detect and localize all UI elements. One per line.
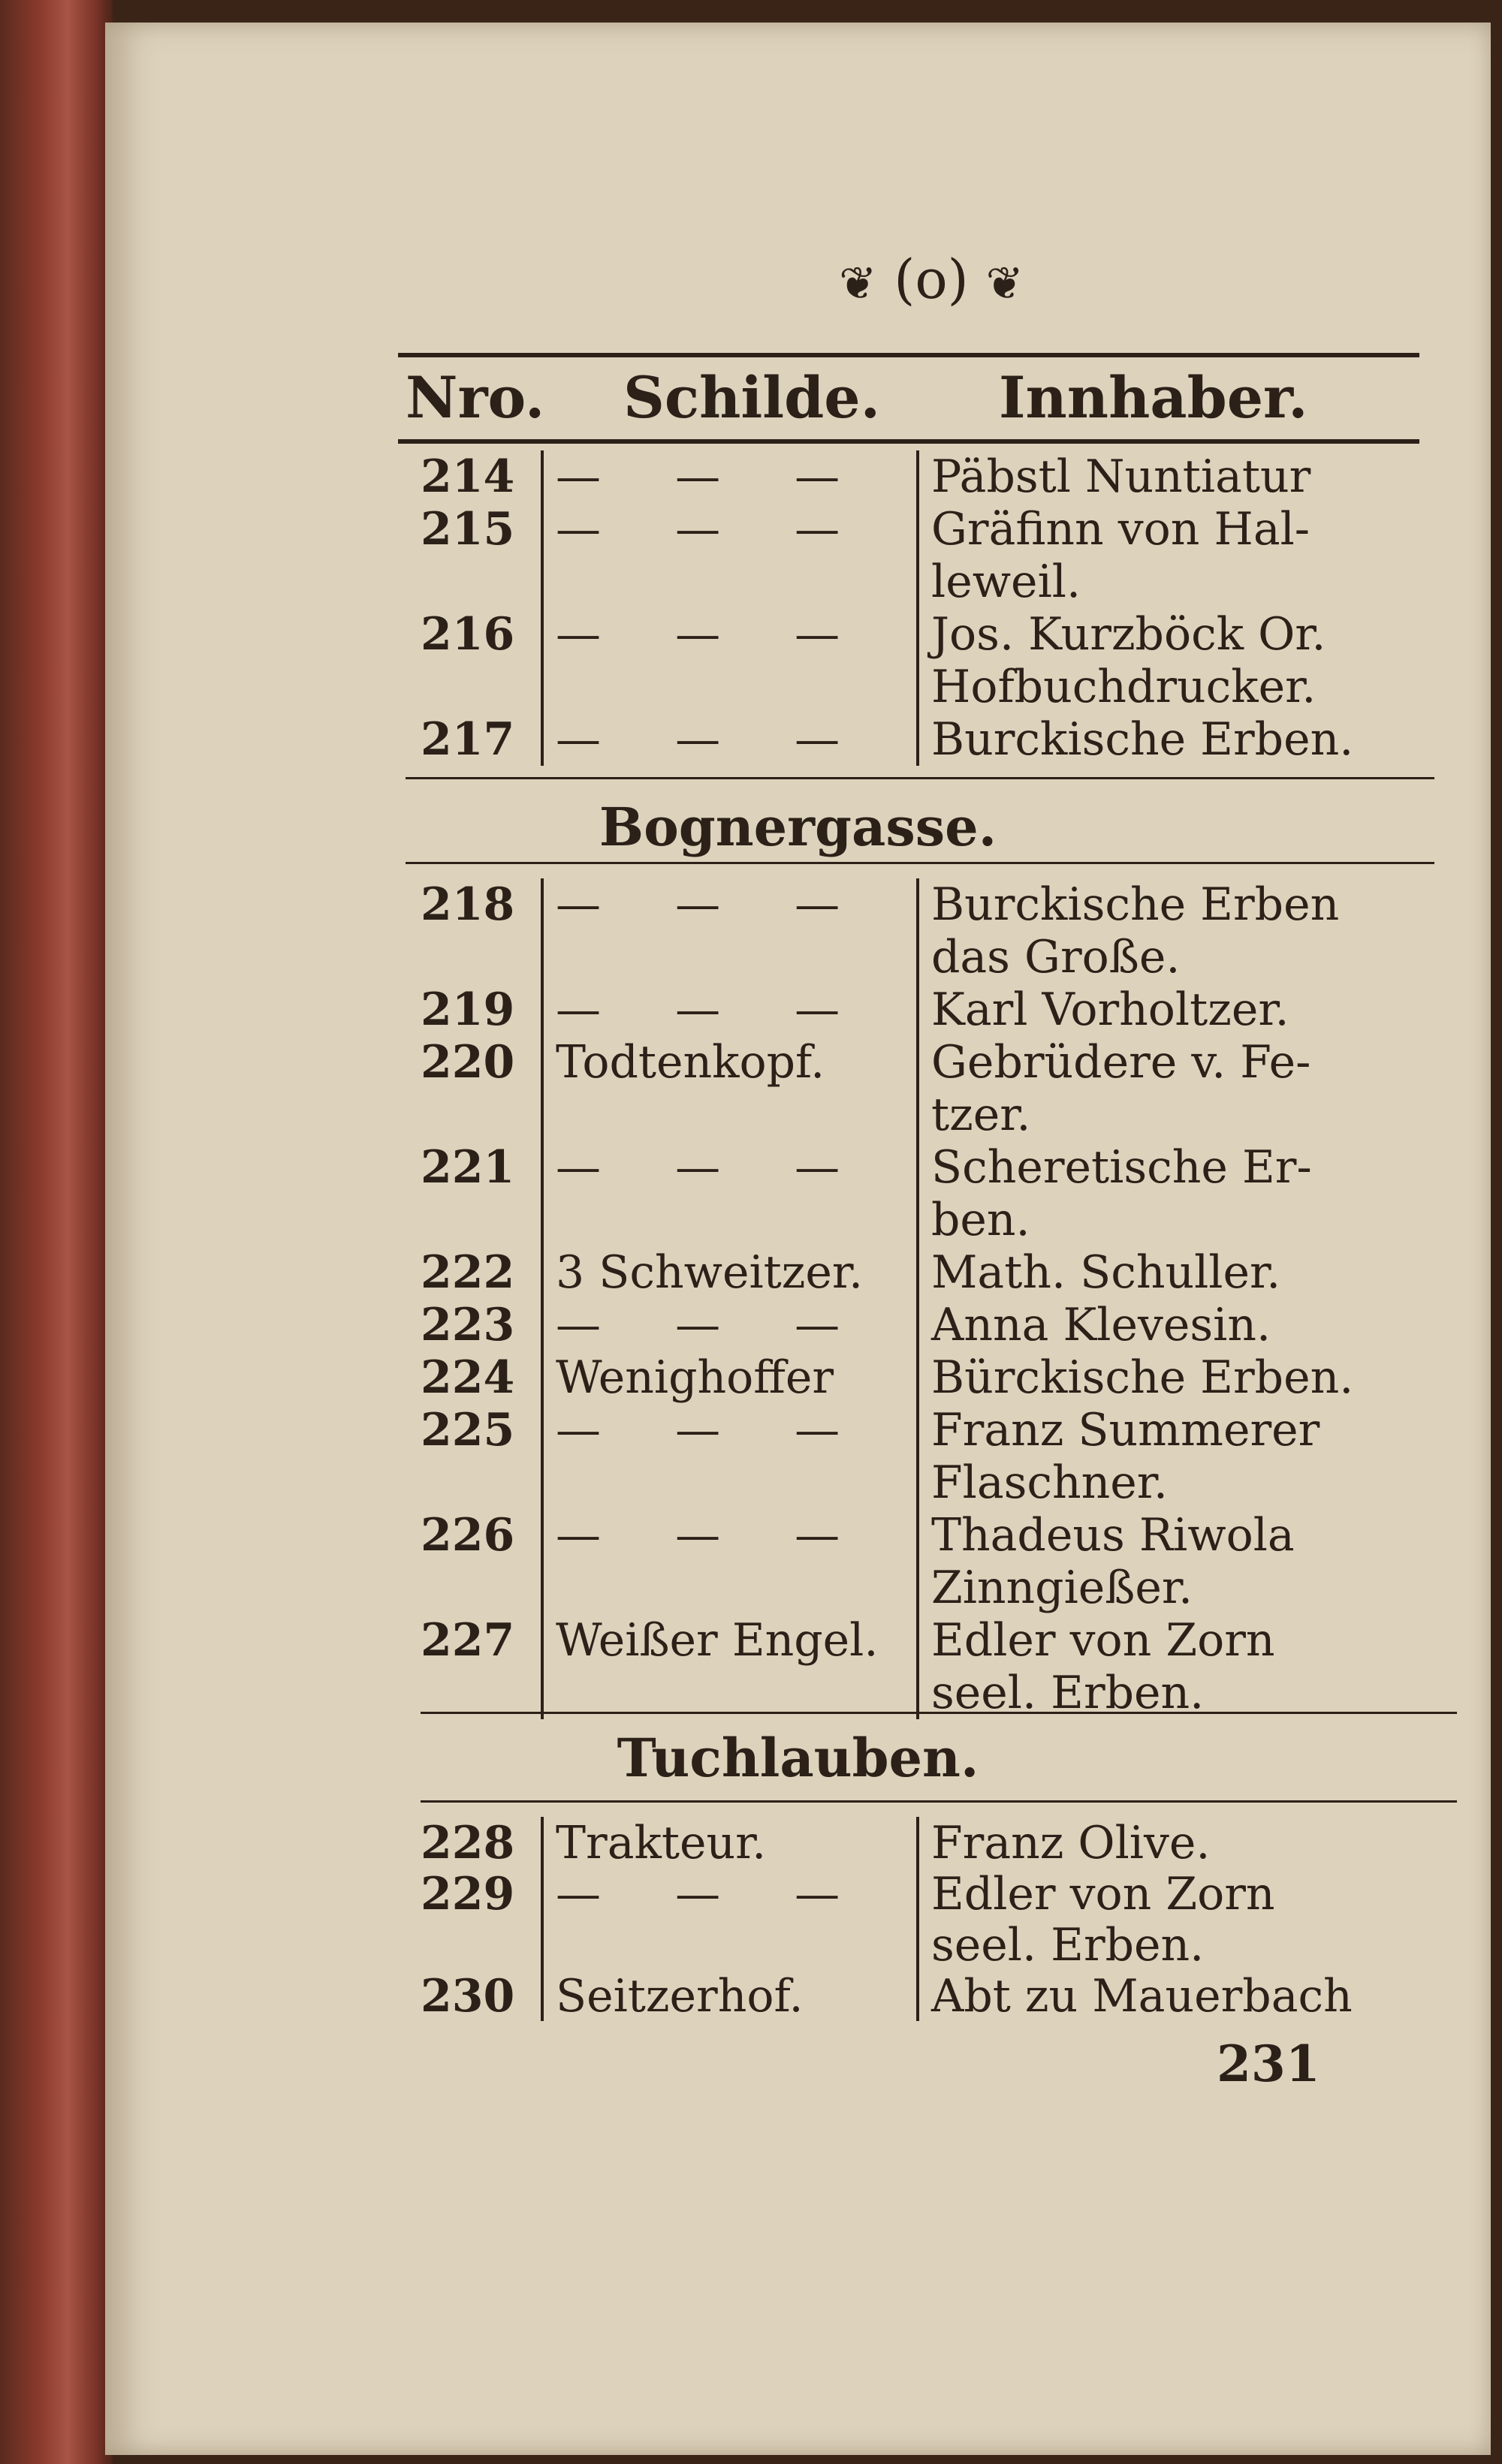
table-row	[105, 713, 1491, 766]
column-separator-right	[916, 1817, 919, 2021]
table-row	[105, 1509, 1491, 1614]
section-rule-4	[421, 1800, 1457, 1803]
table-row	[105, 878, 1491, 983]
section-rule-1	[406, 777, 1434, 779]
row-owner-line: Burckische Erben.	[931, 713, 1354, 766]
table-row	[105, 1614, 1491, 1719]
table-row	[105, 503, 1491, 608]
row-sign: Weißer Engel.	[556, 1614, 879, 1667]
header-marker: (o)	[894, 248, 969, 311]
row-owner-line: Gebrüdere v. Fe-	[931, 1036, 1311, 1089]
row-number: 218	[421, 878, 515, 931]
row-owner-line: Anna Klevesin.	[931, 1299, 1271, 1351]
row-sign: — — —	[556, 1868, 870, 1920]
row-number: 228	[421, 1817, 515, 1869]
row-owner-line: Franz Olive.	[931, 1817, 1211, 1869]
catchword: 231	[1217, 2035, 1320, 2093]
row-sign: — — —	[556, 1509, 870, 1562]
column-separator-left	[541, 878, 544, 1719]
row-number: 229	[421, 1868, 515, 1920]
column-header-owner: Innhaber.	[999, 364, 1308, 431]
header-rule	[398, 439, 1419, 444]
book-edge	[0, 0, 113, 2464]
row-number: 227	[421, 1614, 515, 1667]
row-number: 224	[421, 1351, 515, 1404]
row-number: 216	[421, 608, 515, 661]
row-owner-line: Hofbuchdrucker.	[931, 661, 1317, 713]
row-number: 226	[421, 1509, 515, 1562]
row-owner-line: Päbstl Nuntiatur	[931, 450, 1311, 503]
column-separator-left	[541, 1817, 544, 2021]
column-header-sign: Schilde.	[623, 364, 881, 431]
row-number: 225	[421, 1404, 515, 1456]
table-row	[105, 983, 1491, 1036]
row-sign: — — —	[556, 608, 870, 661]
row-owner-line: tzer.	[931, 1089, 1031, 1141]
row-number: 214	[421, 450, 515, 503]
row-sign: Trakteur.	[556, 1817, 767, 1869]
row-owner-line: leweil.	[931, 556, 1081, 608]
row-sign: Todtenkopf.	[556, 1036, 825, 1089]
row-number: 223	[421, 1299, 515, 1351]
table-row	[105, 608, 1491, 713]
row-owner-line: seel. Erben.	[931, 1667, 1205, 1719]
section-title-bognergasse: Bognergasse.	[599, 796, 997, 858]
row-owner-line: Jos. Kurzböck Or.	[931, 608, 1326, 661]
row-owner-line: Scheretische Er-	[931, 1141, 1312, 1194]
column-separator-right	[916, 878, 919, 1719]
row-number: 219	[421, 983, 515, 1036]
row-sign: — — —	[556, 1141, 870, 1194]
row-owner-line: Karl Vorholtzer.	[931, 983, 1289, 1036]
row-owner-line: das Große.	[931, 931, 1181, 983]
row-sign: — — —	[556, 503, 870, 556]
row-owner-line: Gräfinn von Hal-	[931, 503, 1310, 556]
section-title-tuchlauben: Tuchlauben.	[617, 1727, 979, 1789]
row-owner-line: Burckische Erben	[931, 878, 1340, 931]
column-separator-left	[541, 450, 544, 766]
row-sign: 3 Schweitzer.	[556, 1246, 864, 1299]
row-sign: — — —	[556, 713, 870, 766]
row-owner-line: seel. Erben.	[931, 1919, 1205, 1972]
top-rule	[398, 353, 1419, 357]
table-row	[105, 1868, 1491, 1972]
page	[105, 23, 1491, 2455]
table-row	[105, 450, 1491, 503]
table-row	[105, 1970, 1491, 2023]
row-owner-line: Zinngießer.	[931, 1562, 1193, 1614]
table-row	[105, 1817, 1491, 1869]
row-number: 222	[421, 1246, 515, 1299]
row-sign: — — —	[556, 1404, 870, 1456]
page-header	[706, 248, 1157, 311]
row-sign: — — —	[556, 878, 870, 931]
row-number: 217	[421, 713, 515, 766]
table-row	[105, 1036, 1491, 1141]
row-sign: — — —	[556, 1299, 870, 1351]
table-row	[105, 1299, 1491, 1351]
table-row	[105, 1404, 1491, 1509]
table-row	[105, 1141, 1491, 1246]
section-rule-2	[406, 862, 1434, 864]
row-owner-line: Flaschner.	[931, 1456, 1168, 1509]
row-sign: — — —	[556, 450, 870, 503]
row-owner-line: Franz Summerer	[931, 1404, 1320, 1456]
row-owner-line: Math. Schuller.	[931, 1246, 1281, 1299]
table-row	[105, 1351, 1491, 1404]
table-row	[105, 1246, 1491, 1299]
row-sign: Seitzerhof.	[556, 1970, 804, 2023]
row-sign: — — —	[556, 983, 870, 1036]
row-number: 221	[421, 1141, 515, 1194]
row-owner-line: ben.	[931, 1194, 1030, 1246]
ornament-left-icon: ❦	[839, 258, 877, 310]
row-number: 215	[421, 503, 515, 556]
row-owner-line: Edler von Zorn	[931, 1614, 1275, 1667]
row-owner-line: Edler von Zorn	[931, 1868, 1275, 1920]
column-separator-right	[916, 450, 919, 766]
row-owner-line: Abt zu Mauerbach	[931, 1970, 1353, 2023]
row-number: 220	[421, 1036, 515, 1089]
row-owner-line: Thadeus Riwola	[931, 1509, 1295, 1562]
row-number: 230	[421, 1970, 515, 2023]
row-sign: Wenighoffer	[556, 1351, 834, 1404]
row-owner-line: Bürckische Erben.	[931, 1351, 1354, 1404]
ornament-right-icon: ❦	[985, 258, 1024, 310]
column-header-nr: Nro.	[406, 364, 545, 431]
